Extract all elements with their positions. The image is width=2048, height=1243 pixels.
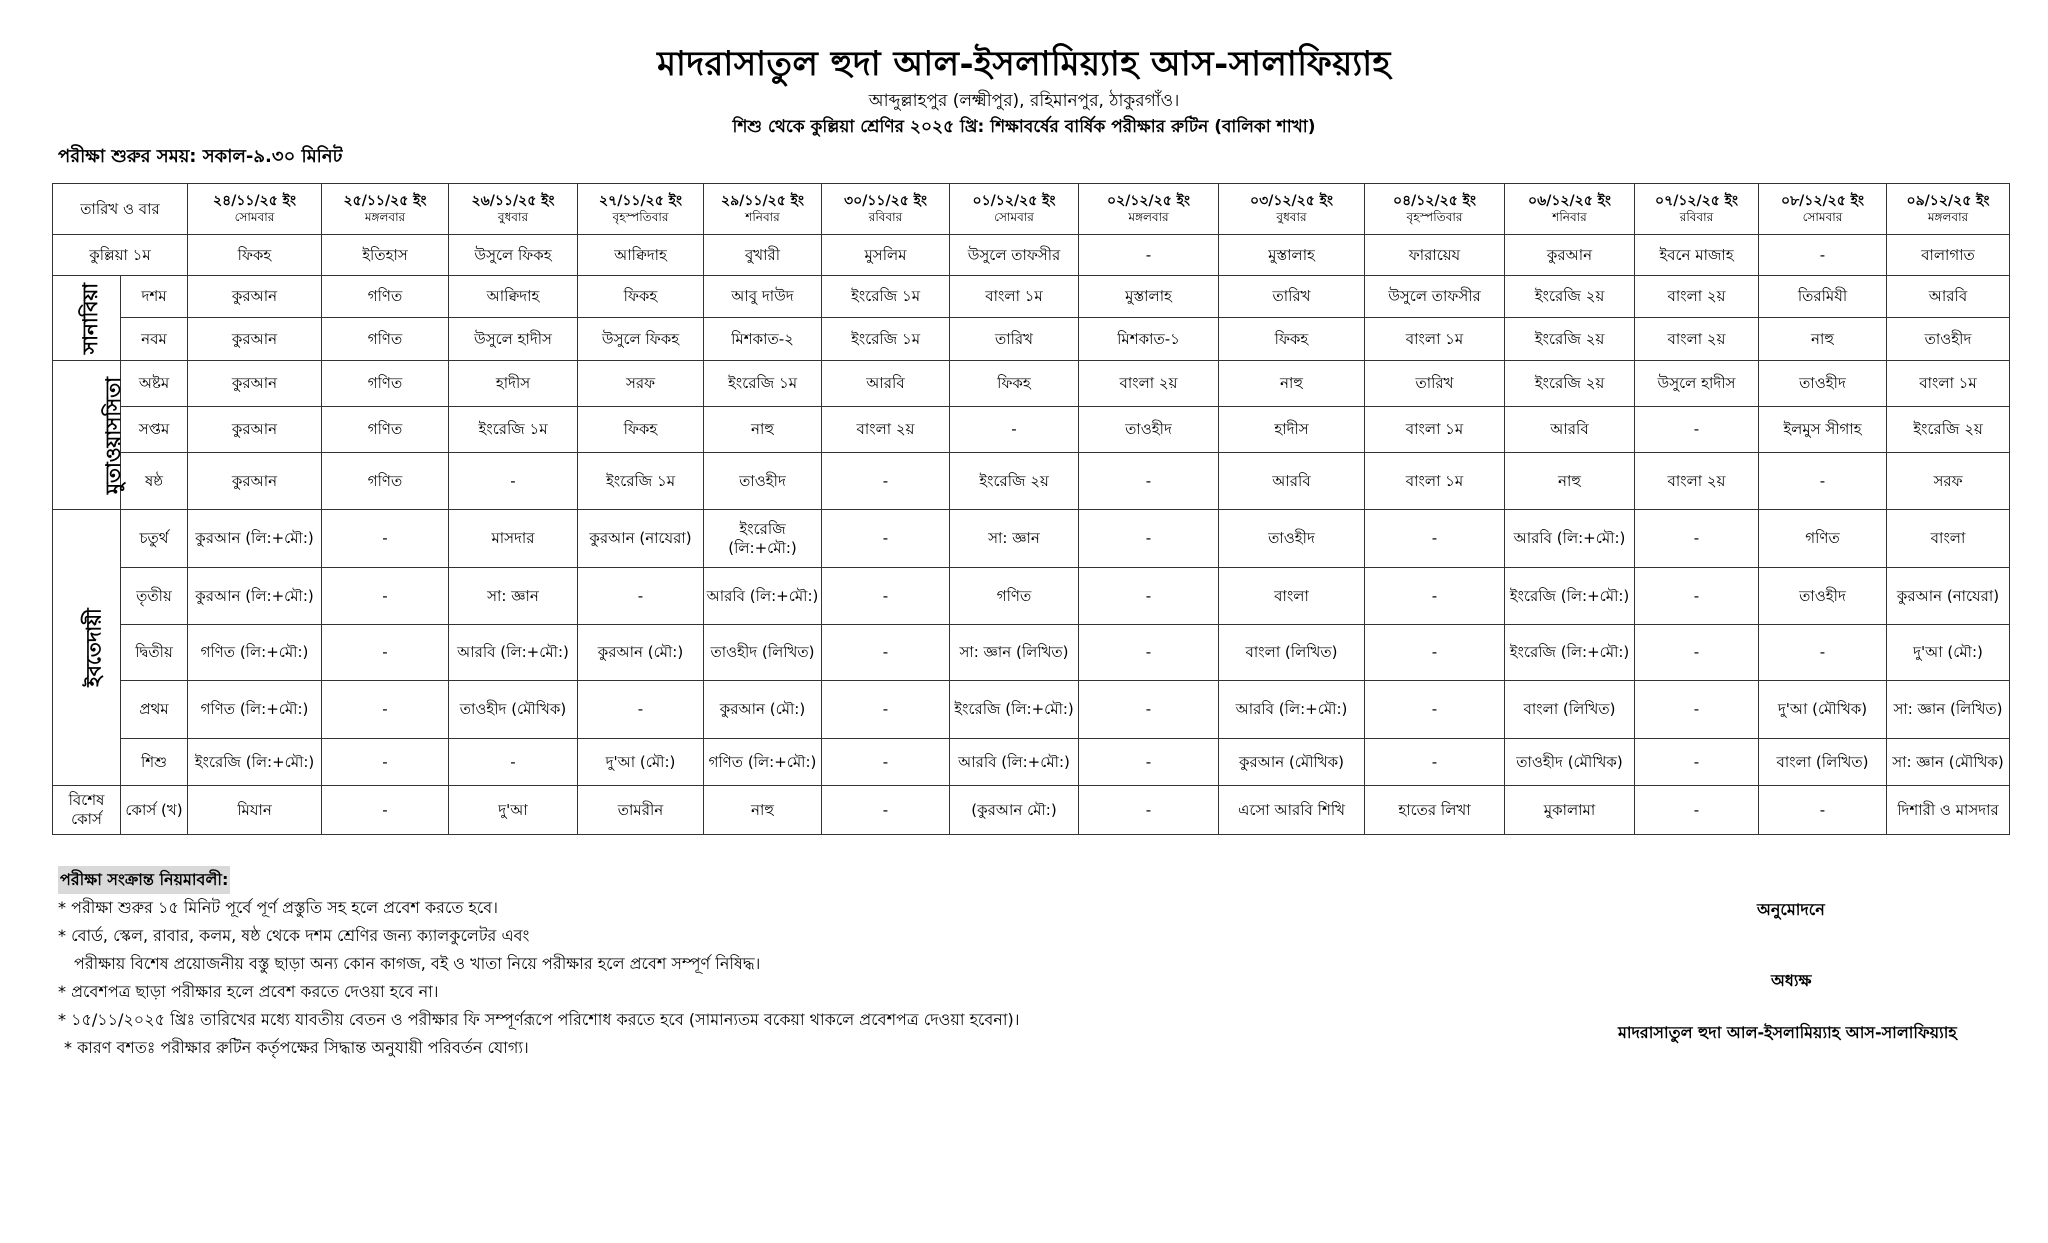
subject-cell: - — [822, 786, 950, 835]
subject-cell: ইংরেজি ১ম — [449, 407, 578, 453]
date: ০১/১২/২৫ ইং — [972, 192, 1056, 209]
subject-cell: ইংরেজি ১ম — [822, 318, 950, 361]
subject-cell: মুস্তালাহ — [1079, 276, 1219, 318]
subject-cell: - — [1079, 739, 1219, 786]
corner-label: তারিখ ও বার — [53, 184, 188, 235]
ibtedaiya-row — [53, 625, 2010, 681]
subject-cell: বাংলা (লিখিত) — [1505, 681, 1635, 739]
subject-cell: ইংরেজি ১ম — [822, 276, 950, 318]
subject-cell: ইংরেজি ২য় — [1505, 318, 1635, 361]
date: ০২/১২/২৫ ইং — [1107, 192, 1190, 209]
subject-cell: বালাগাত — [1887, 235, 2010, 276]
subject-cell: কুরআন — [1505, 235, 1635, 276]
date-header — [1365, 184, 1505, 235]
rule-item: * পরীক্ষা শুরুর ১৫ মিনিট পূর্বে পূর্ণ প্রস্তুতি সহ হলে প্রবেশ করতে হবে। — [58, 898, 498, 917]
subject-cell: উসুলে তাফসীর — [1365, 276, 1505, 318]
ibtedaiya-row — [53, 510, 2010, 568]
subject-cell: - — [1079, 453, 1219, 510]
subject-cell: ফিকহ — [578, 276, 704, 318]
subject-cell: ফারায়েয — [1365, 235, 1505, 276]
date: ০৪/১২/২৫ ইং — [1393, 192, 1476, 209]
subject-cell: তারিখ — [950, 318, 1079, 361]
subject-cell: তামরীন — [578, 786, 704, 835]
subject-cell: ইংরেজি (লি:+মৌ:) — [1505, 568, 1635, 625]
rules-title: পরীক্ষা সংক্রান্ত নিয়মাবলী: — [58, 866, 230, 894]
department-label: মুতাওয়াসসিতা — [101, 376, 126, 494]
subject-cell: আরবি (লি:+মৌ:) — [950, 739, 1079, 786]
weekday: সোমবার — [234, 210, 275, 225]
weekday: রবিবার — [868, 210, 903, 225]
subject-cell: - — [322, 681, 449, 739]
subject-cell: উসুলে হাদীস — [1635, 361, 1759, 407]
subject-cell: তাওহীদ — [1759, 568, 1887, 625]
rule-item: * প্রবেশপত্র ছাড়া পরীক্ষার হলে প্রবেশ করতে দেওয়া হবে না। — [58, 982, 439, 1001]
special-course-row — [53, 786, 2010, 835]
ibtedaiya-row — [53, 568, 2010, 625]
subject-cell: উসুলে তাফসীর — [950, 235, 1079, 276]
rule-item: * বোর্ড, স্কেল, রাবার, কলম, ষষ্ঠ থেকে দশম শ্রেণির জন্য ক্যালকুলেটর এবং — [58, 926, 530, 945]
subject-cell: কুরআন — [188, 361, 322, 407]
subject-cell: ইবনে মাজাহ — [1635, 235, 1759, 276]
class-label: দশম — [121, 276, 188, 318]
subject-cell: - — [322, 786, 449, 835]
subject-cell: - — [578, 681, 704, 739]
subject-cell: - — [822, 568, 950, 625]
subject-cell: গণিত — [322, 318, 449, 361]
subject-cell: - — [1635, 407, 1759, 453]
subject-cell: বাংলা ১ম — [950, 276, 1079, 318]
class-label: ষষ্ঠ — [121, 453, 188, 510]
date-header — [1505, 184, 1635, 235]
subject-cell: ইংরেজি (লি:+মৌ:) — [704, 510, 822, 568]
subject-cell: কুরআন (লি:+মৌ:) — [188, 568, 322, 625]
class-label: অষ্টম — [121, 361, 188, 407]
subject-cell: নাহু — [1505, 453, 1635, 510]
subject-cell: - — [449, 453, 578, 510]
subject-cell: দিশারী ও মাসদার — [1887, 786, 2010, 835]
sanabiya-department — [53, 276, 121, 361]
subject-cell: - — [1635, 568, 1759, 625]
weekday: শনিবার — [1552, 210, 1587, 225]
subject-cell: গণিত — [322, 361, 449, 407]
subject-cell: নাহু — [1219, 361, 1365, 407]
subject-cell: আরবি (লি:+মৌ:) — [1219, 681, 1365, 739]
class-label: সপ্তম — [121, 407, 188, 453]
subject-cell: - — [1079, 681, 1219, 739]
subject-cell: বাংলা ১ম — [1365, 453, 1505, 510]
subject-cell: - — [1759, 453, 1887, 510]
weekday: বুধবার — [497, 210, 529, 225]
subject-cell: গণিত — [950, 568, 1079, 625]
rule-item: পরীক্ষায় বিশেষ প্রয়োজনীয় বস্তু ছাড়া অন্য কোন কাগজ, বই ও খাতা নিয়ে পরীক্ষার হলে প্রবেশ সম্পূর্ণ নিষিদ্ধ। — [74, 954, 761, 973]
subject-cell: ফিকহ — [1219, 318, 1365, 361]
subject-cell: আরবি — [1219, 453, 1365, 510]
class-label: শিশু — [121, 739, 188, 786]
subject-cell: নাহু — [704, 407, 822, 453]
subject-cell: নাহু — [1759, 318, 1887, 361]
date: ২৫/১১/২৫ ইং — [343, 192, 427, 209]
subject-cell: আরবি — [822, 361, 950, 407]
subject-cell: - — [1365, 510, 1505, 568]
subject-cell: কুরআন — [188, 407, 322, 453]
class-label: প্রথম — [121, 681, 188, 739]
subject-cell: - — [1079, 235, 1219, 276]
subject-cell: তারিখ — [1365, 361, 1505, 407]
subject-cell: - — [1365, 625, 1505, 681]
subject-cell: মুস্তালাহ — [1219, 235, 1365, 276]
date-header — [322, 184, 449, 235]
subject-cell: তারিখ — [1219, 276, 1365, 318]
subject-cell: বাংলা ২য় — [1635, 453, 1759, 510]
mutawassita-row — [53, 453, 2010, 510]
date: ০৯/১২/২৫ ইং — [1906, 192, 1990, 209]
subject-cell: - — [822, 681, 950, 739]
special-course-label: বিশেষ কোর্স — [53, 786, 121, 835]
subject-cell: ইংরেজি ২য় — [1505, 361, 1635, 407]
subject-cell: মিযান — [188, 786, 322, 835]
subject-cell: বুখারী — [704, 235, 822, 276]
subject-cell: মুকালামা — [1505, 786, 1635, 835]
subject-cell: আরবি — [1887, 276, 2010, 318]
subject-cell: কুরআন — [188, 453, 322, 510]
subject-cell: বাংলা (লিখিত) — [1219, 625, 1365, 681]
sanabiya-row — [53, 318, 2010, 361]
weekday: সোমবার — [994, 210, 1034, 225]
subject-cell: - — [822, 739, 950, 786]
subject-cell: তাওহীদ — [1079, 407, 1219, 453]
date-header — [1759, 184, 1887, 235]
subject-cell: - — [449, 739, 578, 786]
date: ০৭/১২/২৫ ইং — [1655, 192, 1738, 209]
class-label: দ্বিতীয় — [121, 625, 188, 681]
subject-cell: তিরমিযী — [1759, 276, 1887, 318]
subject-cell: দু'আ (মৌখিক) — [1759, 681, 1887, 739]
class-label: চতুর্থ — [121, 510, 188, 568]
subject-cell: ইতিহাস — [322, 235, 449, 276]
subject-cell: বাংলা ১ম — [1887, 361, 2010, 407]
rule-item: * কারণ বশতঃ পরীক্ষার রুটিন কর্তৃপক্ষের সিদ্ধান্ত অনুযায়ী পরিবর্তন যোগ্য। — [64, 1038, 529, 1057]
kulliya-row — [53, 235, 2010, 276]
subject-cell: তাওহীদ — [704, 453, 822, 510]
subject-cell: - — [322, 510, 449, 568]
date-header — [1219, 184, 1365, 235]
date: ০৮/১২/২৫ ইং — [1781, 192, 1864, 209]
subject-cell: আবু দাউদ — [704, 276, 822, 318]
ibtedaiya-row — [53, 739, 2010, 786]
subject-cell: গণিত — [322, 407, 449, 453]
subject-cell: ইংরেজি (লি:+মৌ:) — [1505, 625, 1635, 681]
routine-subtitle: শিশু থেকে কুল্লিয়া শ্রেণির ২০২৫ খ্রি: শিক্ষাবর্ষের বার্ষিক পরীক্ষার রুটিন (বালিকা শাখা) — [732, 117, 1316, 137]
department-label: ইবতেদায়ী — [81, 608, 106, 687]
subject-cell: বাংলা (লিখিত) — [1759, 739, 1887, 786]
date: ২৪/১১/২৫ ইং — [213, 192, 296, 209]
subject-cell: উসুলে হাদীস — [449, 318, 578, 361]
subject-cell: গণিত — [322, 453, 449, 510]
date: ০৩/১২/২৫ ইং — [1250, 192, 1333, 209]
subject-cell: তাওহীদ — [1219, 510, 1365, 568]
subject-cell: - — [578, 568, 704, 625]
exam-start-time: পরীক্ষা শুরুর সময়: সকাল-৯.৩০ মিনিট — [58, 146, 343, 167]
subject-cell: - — [1365, 739, 1505, 786]
subject-cell: - — [1759, 235, 1887, 276]
subject-cell: বাংলা ১ম — [1365, 407, 1505, 453]
date: ২৬/১১/২৫ ইং — [471, 192, 555, 209]
date: ০৬/১২/২৫ ইং — [1528, 192, 1611, 209]
subject-cell: কুরআন (মৌ:) — [704, 681, 822, 739]
subject-cell: আরবি (লি:+মৌ:) — [1505, 510, 1635, 568]
principal-label: অধ্যক্ষ — [1771, 971, 1812, 990]
subject-cell: তাওহীদ — [1887, 318, 2010, 361]
subject-cell: - — [1079, 625, 1219, 681]
weekday: বুধবার — [1276, 210, 1307, 225]
subject-cell: কুরআন (নাযেরা) — [578, 510, 704, 568]
subject-cell: গণিত — [322, 276, 449, 318]
subject-cell: কুরআন (মৌখিক) — [1219, 739, 1365, 786]
subject-cell: নাহু — [704, 786, 822, 835]
date-header-row — [53, 184, 2010, 235]
subject-cell: মিশকাত-১ — [1079, 318, 1219, 361]
subject-cell: - — [1635, 739, 1759, 786]
subject-cell: ইংরেজি (লি:+মৌ:) — [950, 681, 1079, 739]
subject-cell: ফিকহ — [950, 361, 1079, 407]
subject-cell: - — [950, 407, 1079, 453]
date-header — [1079, 184, 1219, 235]
date-header — [822, 184, 950, 235]
subject-cell: গণিত (লি:+মৌ:) — [188, 625, 322, 681]
subject-cell: আরবি (লি:+মৌ:) — [704, 568, 822, 625]
subject-cell: বাংলা — [1219, 568, 1365, 625]
subject-cell: বাংলা ২য় — [1079, 361, 1219, 407]
institution-address: আব্দুল্লাহপুর (লক্ষ্মীপুর), রহিমানপুর, ঠাকুরগাঁও। — [868, 91, 1180, 111]
subject-cell: আরবি (লি:+মৌ:) — [449, 625, 578, 681]
subject-cell: সা: জ্ঞান (মৌখিক) — [1887, 739, 2010, 786]
subject-cell: আক্বিদাহ — [578, 235, 704, 276]
institution-signature: মাদরাসাতুল হুদা আল-ইসলামিয়্যাহ আস-সালাফিয়্যাহ — [1618, 1023, 1957, 1042]
subject-cell: (কুরআন মৌ:) — [950, 786, 1079, 835]
subject-cell: উসুলে ফিকহ — [578, 318, 704, 361]
subject-cell: গণিত (লি:+মৌ:) — [188, 681, 322, 739]
subject-cell: সা: জ্ঞান — [449, 568, 578, 625]
date: ২৭/১১/২৫ ইং — [599, 192, 682, 209]
subject-cell: তাওহীদ (লিখিত) — [704, 625, 822, 681]
subject-cell: - — [1079, 568, 1219, 625]
subject-cell: কুরআন — [188, 276, 322, 318]
class-label: নবম — [121, 318, 188, 361]
subject-cell: কুরআন (নাযেরা) — [1887, 568, 2010, 625]
subject-cell: - — [1759, 625, 1887, 681]
subject-cell: ইংরেজি ১ম — [578, 453, 704, 510]
subject-cell: - — [1635, 786, 1759, 835]
subject-cell: - — [822, 453, 950, 510]
subject-cell: মাসদার — [449, 510, 578, 568]
subject-cell: - — [1079, 510, 1219, 568]
sanabiya-row — [53, 276, 2010, 318]
subject-cell: সা: জ্ঞান (লিখিত) — [1887, 681, 2010, 739]
mutawassita-row — [53, 407, 2010, 453]
subject-cell: মিশকাত-২ — [704, 318, 822, 361]
subject-cell: তাওহীদ (মৌখিক) — [1505, 739, 1635, 786]
subject-cell: বাংলা — [1887, 510, 2010, 568]
subject-cell: - — [1365, 568, 1505, 625]
subject-cell: - — [322, 568, 449, 625]
subject-cell: ফিকহ — [188, 235, 322, 276]
date-header — [704, 184, 822, 235]
weekday: বৃহস্পতিবার — [612, 210, 669, 225]
institution-title: মাদরাসাতুল হুদা আল-ইসলামিয়্যাহ আস-সালাফিয়্যাহ — [657, 44, 1391, 84]
subject-cell: ইংরেজি ১ম — [704, 361, 822, 407]
subject-cell: আক্বিদাহ — [449, 276, 578, 318]
weekday: সোমবার — [1802, 210, 1843, 225]
subject-cell: দু'আ — [449, 786, 578, 835]
subject-cell: কুরআন (মৌ:) — [578, 625, 704, 681]
class-label: তৃতীয় — [121, 568, 188, 625]
date-header — [950, 184, 1079, 235]
subject-cell: ফিকহ — [578, 407, 704, 453]
subject-cell: বাংলা ২য় — [1635, 318, 1759, 361]
approval-label: অনুমোদনে — [1757, 900, 1825, 919]
subject-cell: উসুলে ফিকহ — [449, 235, 578, 276]
subject-cell: হাদীস — [449, 361, 578, 407]
subject-cell: গণিত (লি:+মৌ:) — [704, 739, 822, 786]
mutawassita-row — [53, 361, 2010, 407]
subject-cell: সরফ — [578, 361, 704, 407]
subject-cell: ইংরেজি ২য় — [1505, 276, 1635, 318]
subject-cell: - — [1759, 786, 1887, 835]
course-kha-label: কোর্স (খ) — [121, 786, 188, 835]
ibtedaiya-department — [53, 510, 121, 786]
date: ৩০/১১/২৫ ইং — [844, 192, 927, 209]
subject-cell: বাংলা ২য় — [1635, 276, 1759, 318]
subject-cell: তাওহীদ — [1759, 361, 1887, 407]
date-header — [1635, 184, 1759, 235]
ibtedaiya-row — [53, 681, 2010, 739]
department-label: সানাবিয়া — [78, 282, 103, 354]
class-label: কুল্লিয়া ১ম — [53, 235, 188, 276]
subject-cell: মুসলিম — [822, 235, 950, 276]
subject-cell: কুরআন (লি:+মৌ:) — [188, 510, 322, 568]
subject-cell: হাদীস — [1219, 407, 1365, 453]
subject-cell: সরফ — [1887, 453, 2010, 510]
exam-rules — [58, 866, 1019, 1062]
subject-cell: - — [1635, 625, 1759, 681]
weekday: মঙ্গলবার — [1927, 210, 1969, 225]
rule-item: * ১৫/১১/২০২৫ খ্রিঃ তারিখের মধ্যে যাবতীয় বেতন ও পরীক্ষার ফি সম্পূর্ণরূপে পরিশোধ করতে হবে (সামান্যতম বকেয়া থাকলে প্রবেশপত্র দেওয়া হবেনা)। — [58, 1010, 1020, 1029]
subject-cell: ইংরেজি ২য় — [1887, 407, 2010, 453]
subject-cell: - — [1635, 681, 1759, 739]
date-header — [578, 184, 704, 235]
subject-cell: ইলমুস সীগাহ — [1759, 407, 1887, 453]
subject-cell: সা: জ্ঞান — [950, 510, 1079, 568]
exam-routine-table — [52, 183, 2010, 835]
subject-cell: সা: জ্ঞান (লিখিত) — [950, 625, 1079, 681]
subject-cell: - — [1365, 681, 1505, 739]
subject-cell: - — [322, 625, 449, 681]
subject-cell: দু'আ (মৌ:) — [1887, 625, 2010, 681]
date-header — [449, 184, 578, 235]
weekday: বৃহস্পতিবার — [1406, 210, 1463, 225]
weekday: শনিবার — [745, 210, 780, 225]
date: ২৯/১১/২৫ ইং — [721, 192, 804, 209]
weekday: মঙ্গলবার — [364, 210, 406, 225]
subject-cell: দু'আ (মৌ:) — [578, 739, 704, 786]
subject-cell: হাতের লিখা — [1365, 786, 1505, 835]
subject-cell: - — [822, 510, 950, 568]
weekday: মঙ্গলবার — [1128, 210, 1169, 225]
subject-cell: কুরআন — [188, 318, 322, 361]
subject-cell: তাওহীদ (মৌখিক) — [449, 681, 578, 739]
subject-cell: ইংরেজি ২য় — [950, 453, 1079, 510]
subject-cell: বাংলা ১ম — [1365, 318, 1505, 361]
subject-cell: গণিত — [1759, 510, 1887, 568]
subject-cell: - — [1635, 510, 1759, 568]
subject-cell: - — [322, 739, 449, 786]
date-header — [1887, 184, 2010, 235]
subject-cell: ইংরেজি (লি:+মৌ:) — [188, 739, 322, 786]
date-header — [188, 184, 322, 235]
subject-cell: আরবি — [1505, 407, 1635, 453]
subject-cell: বাংলা ২য় — [822, 407, 950, 453]
mutawassita-department — [53, 361, 126, 510]
subject-cell: - — [822, 625, 950, 681]
subject-cell: - — [1079, 786, 1219, 835]
subject-cell: এসো আরবি শিখি — [1219, 786, 1365, 835]
weekday: রবিবার — [1679, 210, 1714, 225]
